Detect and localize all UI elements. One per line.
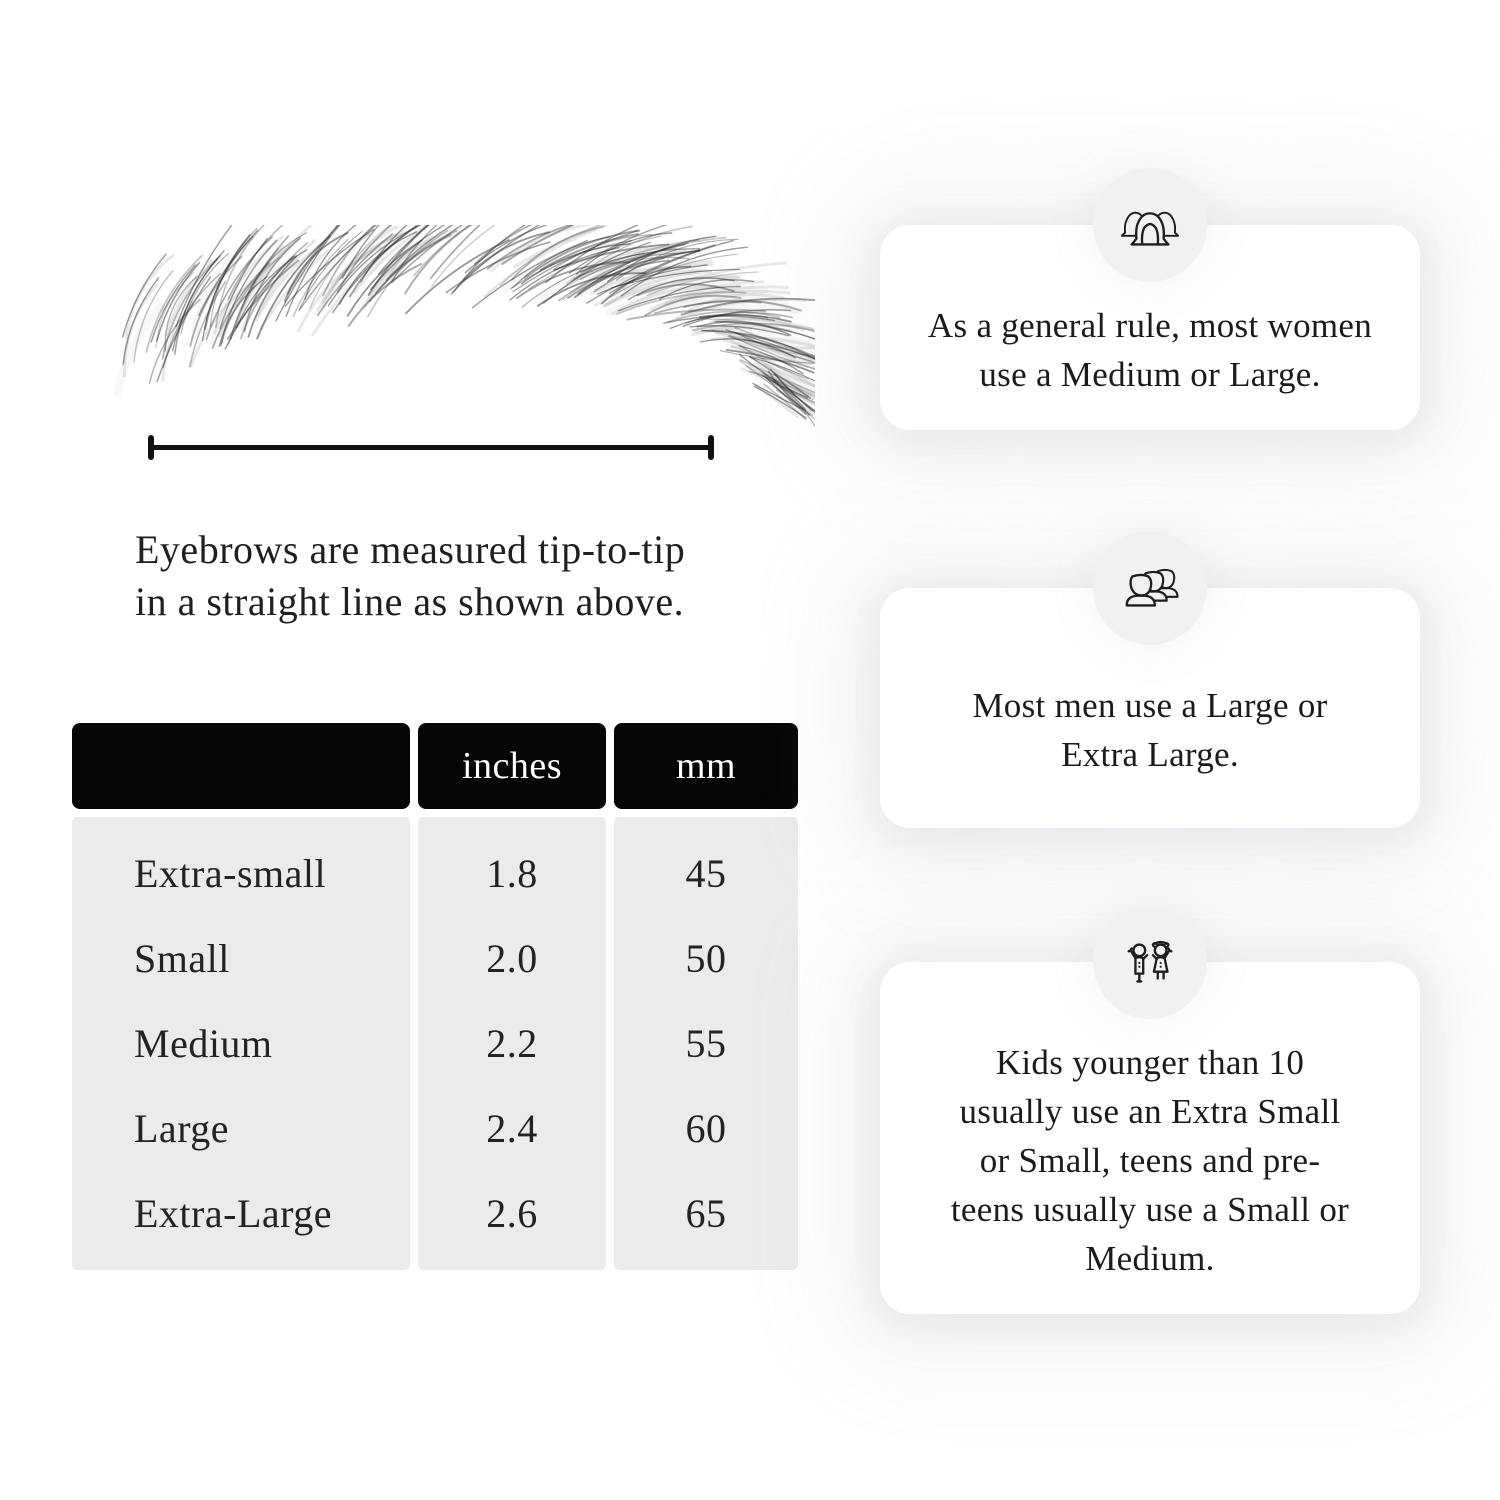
- kids-card-text: Kids younger than 10 usually use an Extra Small or Small, teens and pre-teens usually use a Small or Medium.: [950, 1042, 1350, 1278]
- table-cell-inches: 2.6: [486, 1191, 538, 1236]
- measurement-caption-line-2: in a straight line as shown above.: [135, 579, 685, 624]
- table-cell-size: Medium: [134, 1021, 273, 1066]
- measurement-line: [150, 445, 712, 450]
- measurement-caption-line-1: Eyebrows are measured tip-to-tip: [135, 527, 686, 572]
- men-card-text: Most men use a Large or Extra Large.: [972, 686, 1328, 774]
- size-table: [72, 723, 798, 1270]
- measurement-line-right-cap: [708, 435, 714, 460]
- info-card-kids: [880, 962, 1420, 1314]
- women-group-icon: [1093, 168, 1207, 282]
- size-table-header-row: [72, 723, 798, 809]
- table-cell-mm: 55: [685, 1021, 727, 1066]
- table-column-mm: [614, 817, 798, 1270]
- eyebrow-illustration: [95, 225, 815, 440]
- table-cell-size: Extra-small: [134, 851, 327, 896]
- table-cell-mm: 65: [685, 1191, 727, 1236]
- measurement-line-left-cap: [148, 435, 154, 460]
- info-card-men: [880, 588, 1420, 828]
- table-cell-inches: 2.0: [486, 936, 538, 981]
- table-cell-mm: 50: [685, 936, 727, 981]
- table-header-inches: inches: [418, 723, 606, 809]
- table-cell-size: Extra-Large: [134, 1191, 332, 1236]
- table-cell-inches: 2.4: [486, 1106, 538, 1151]
- men-group-icon: [1093, 531, 1207, 645]
- table-column-inches: [418, 817, 606, 1270]
- women-card-text: As a general rule, most women use a Medium or Large.: [927, 305, 1373, 394]
- children-icon: [1093, 905, 1207, 1019]
- info-card-women: [880, 225, 1420, 430]
- measurement-caption: [135, 524, 685, 628]
- table-cell-mm: 45: [685, 851, 727, 896]
- table-header-blank: [72, 723, 410, 809]
- table-column-size-labels: [72, 817, 410, 1270]
- size-table-body: [72, 817, 798, 1270]
- table-cell-inches: 1.8: [486, 851, 538, 896]
- table-cell-size: Large: [134, 1106, 230, 1151]
- table-cell-mm: 60: [685, 1106, 727, 1151]
- table-header-mm: mm: [614, 723, 798, 809]
- table-cell-inches: 2.2: [486, 1021, 538, 1066]
- table-cell-size: Small: [134, 936, 230, 981]
